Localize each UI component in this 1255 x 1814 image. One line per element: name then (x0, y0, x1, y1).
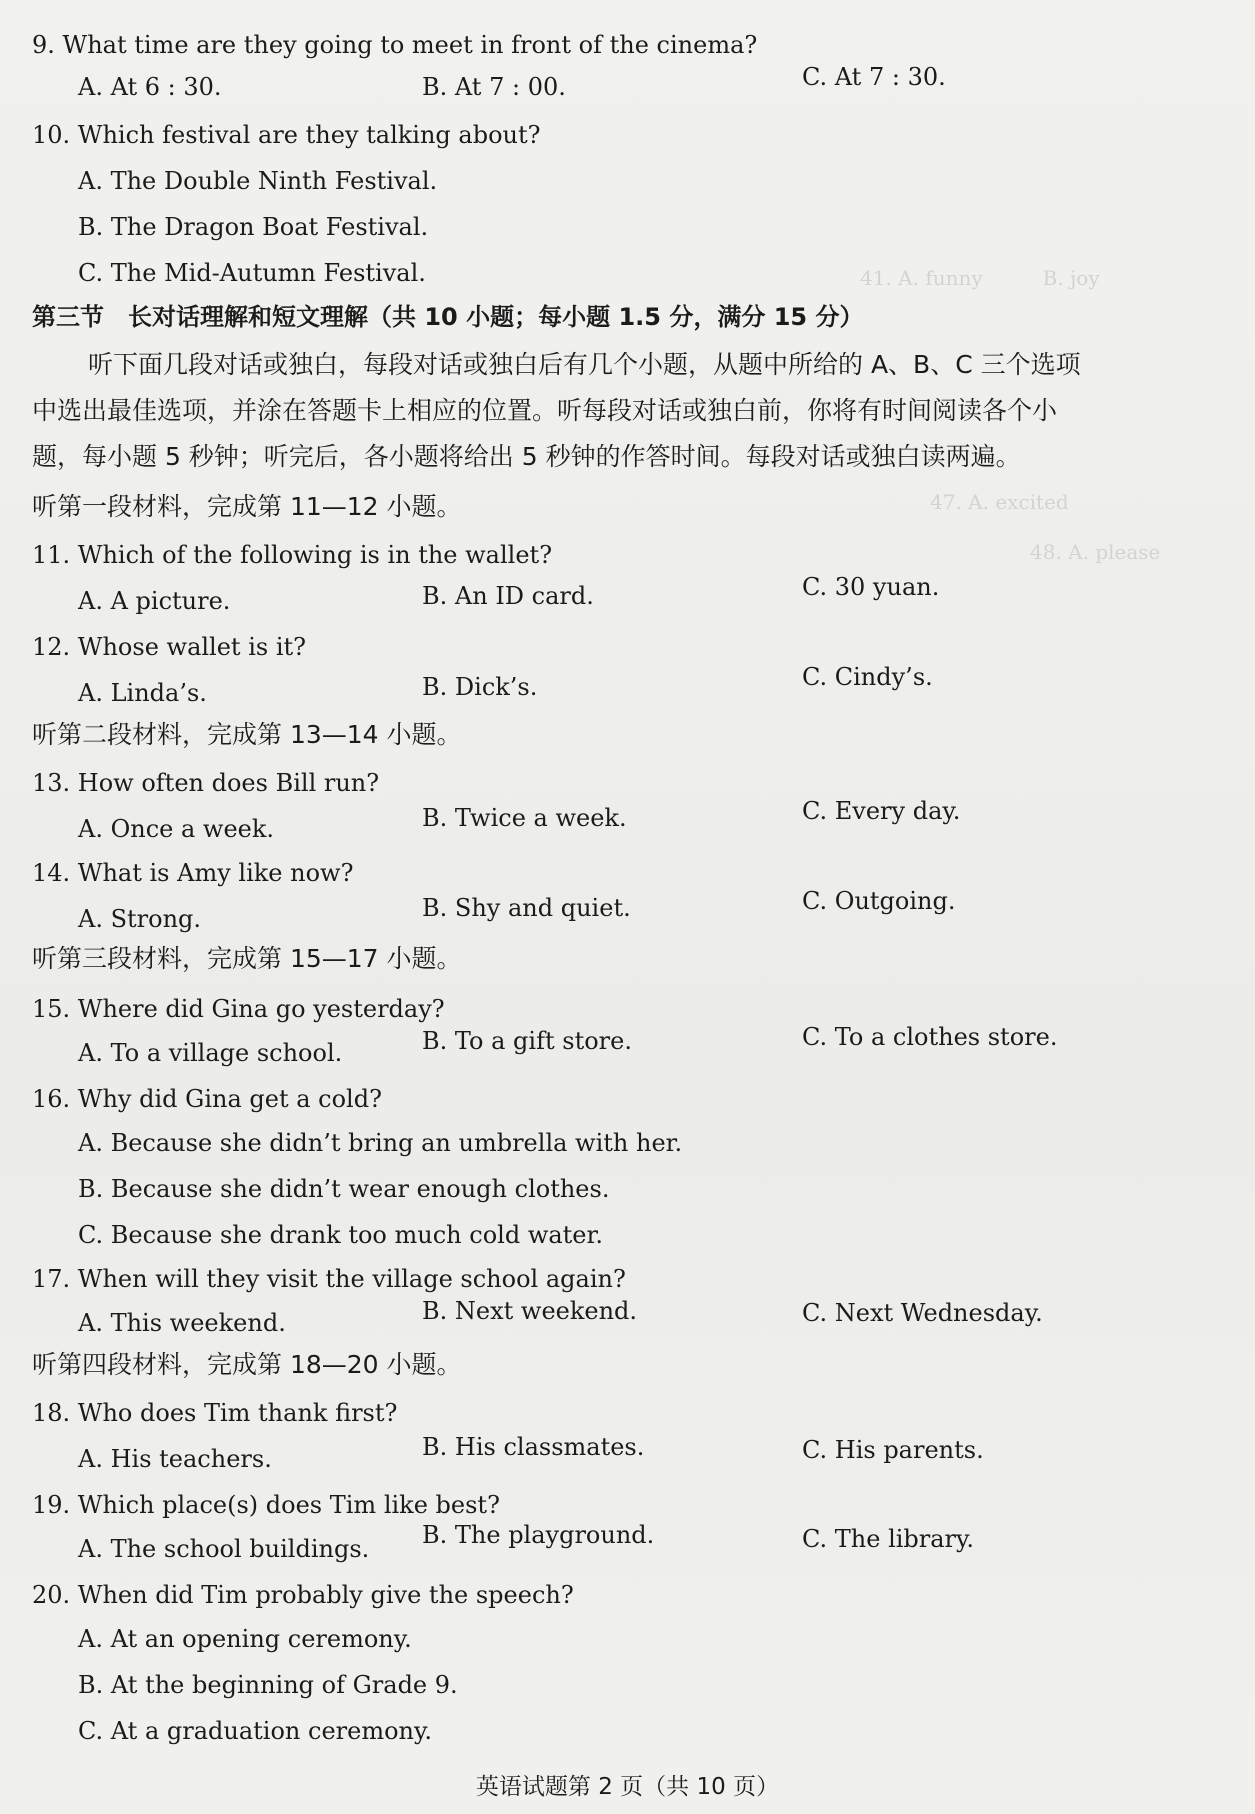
question-11-option-a: A. A picture. (78, 587, 231, 615)
question-11-option-b: B. An ID card. (422, 582, 594, 610)
part-2-heading: 听第二段材料，完成第 13—14 小题。 (32, 720, 462, 749)
question-18-option-b: B. His classmates. (422, 1433, 645, 1461)
bleed-through-text: 47. A. excited (930, 490, 1069, 514)
question-11-stem: 11. Which of the following is in the wallet? (32, 541, 553, 569)
question-13-option-c: C. Every day. (802, 797, 961, 825)
question-10-option-b: B. The Dragon Boat Festival. (78, 213, 429, 241)
bleed-through-text: 41. A. funny B. joy (860, 266, 1100, 290)
bleed-through-text: 48. A. please (1030, 540, 1161, 564)
question-19-stem: 19. Which place(s) does Tim like best? (32, 1491, 500, 1519)
question-14-option-a: A. Strong. (78, 905, 202, 933)
question-9-option-c: C. At 7 : 30. (802, 63, 946, 91)
question-9-option-b: B. At 7 : 00. (422, 73, 566, 101)
section-3-instruction-line-3: 题，每小题 5 秒钟；听完后，各小题将给出 5 秒钟的作答时间。每段对话或独白读两遍。 (32, 442, 1021, 471)
question-16-option-b: B. Because she didn’t wear enough clothes. (78, 1175, 610, 1203)
question-12-option-a: A. Linda’s. (78, 679, 207, 707)
question-14-option-c: C. Outgoing. (802, 887, 956, 915)
question-19-option-b: B. The playground. (422, 1521, 655, 1549)
question-13-option-a: A. Once a week. (78, 815, 275, 843)
question-20-option-c: C. At a graduation ceremony. (78, 1717, 432, 1745)
question-19-option-a: A. The school buildings. (78, 1535, 370, 1563)
question-20-option-b: B. At the beginning of Grade 9. (78, 1671, 458, 1699)
question-10-option-c: C. The Mid-Autumn Festival. (78, 259, 426, 287)
section-3-instruction-line-2: 中选出最佳选项，并涂在答题卡上相应的位置。听每段对话或独白前，你将有时间阅读各个小 (32, 396, 1058, 425)
question-15-option-c: C. To a clothes store. (802, 1023, 1058, 1051)
section-3-instruction-line-1: 听下面几段对话或独白，每段对话或独白后有几个小题，从题中所给的 A、B、C 三个选项 (88, 350, 1081, 379)
question-13-option-b: B. Twice a week. (422, 804, 627, 832)
question-18-stem: 18. Who does Tim thank first? (32, 1399, 398, 1427)
question-17-option-a: A. This weekend. (78, 1309, 286, 1337)
question-17-option-b: B. Next weekend. (422, 1297, 638, 1325)
question-18-option-a: A. His teachers. (78, 1445, 272, 1473)
question-12-option-c: C. Cindy’s. (802, 663, 933, 691)
question-17-option-c: C. Next Wednesday. (802, 1299, 1043, 1327)
question-9-option-a: A. At 6 : 30. (78, 73, 222, 101)
question-14-option-b: B. Shy and quiet. (422, 894, 631, 922)
question-14-stem: 14. What is Amy like now? (32, 859, 354, 887)
question-18-option-c: C. His parents. (802, 1436, 984, 1464)
question-12-option-b: B. Dick’s. (422, 673, 538, 701)
part-1-heading: 听第一段材料，完成第 11—12 小题。 (32, 492, 462, 521)
question-15-stem: 15. Where did Gina go yesterday? (32, 995, 445, 1023)
question-12-stem: 12. Whose wallet is it? (32, 633, 307, 661)
question-10-option-a: A. The Double Ninth Festival. (78, 167, 438, 195)
part-4-heading: 听第四段材料，完成第 18—20 小题。 (32, 1350, 462, 1379)
question-15-option-a: A. To a village school. (78, 1039, 343, 1067)
question-17-stem: 17. When will they visit the village school again? (32, 1265, 626, 1293)
question-16-stem: 16. Why did Gina get a cold? (32, 1085, 382, 1113)
section-3-title: 第三节 长对话理解和短文理解（共 10 小题；每小题 1.5 分，满分 15 分） (32, 303, 864, 331)
question-13-stem: 13. How often does Bill run? (32, 769, 380, 797)
question-20-stem: 20. When did Tim probably give the speech? (32, 1581, 574, 1609)
question-16-option-c: C. Because she drank too much cold water. (78, 1221, 603, 1249)
question-16-option-a: A. Because she didn’t bring an umbrella with her. (78, 1129, 683, 1157)
part-3-heading: 听第三段材料，完成第 15—17 小题。 (32, 944, 462, 973)
question-20-option-a: A. At an opening ceremony. (78, 1625, 412, 1653)
question-10-stem: 10. Which festival are they talking about? (32, 121, 541, 149)
question-19-option-c: C. The library. (802, 1525, 975, 1553)
question-9-stem: 9. What time are they going to meet in front of the cinema? (32, 31, 758, 59)
question-15-option-b: B. To a gift store. (422, 1027, 632, 1055)
page-footer: 英语试题第 2 页（共 10 页） (475, 1774, 780, 1800)
question-11-option-c: C. 30 yuan. (802, 573, 940, 601)
